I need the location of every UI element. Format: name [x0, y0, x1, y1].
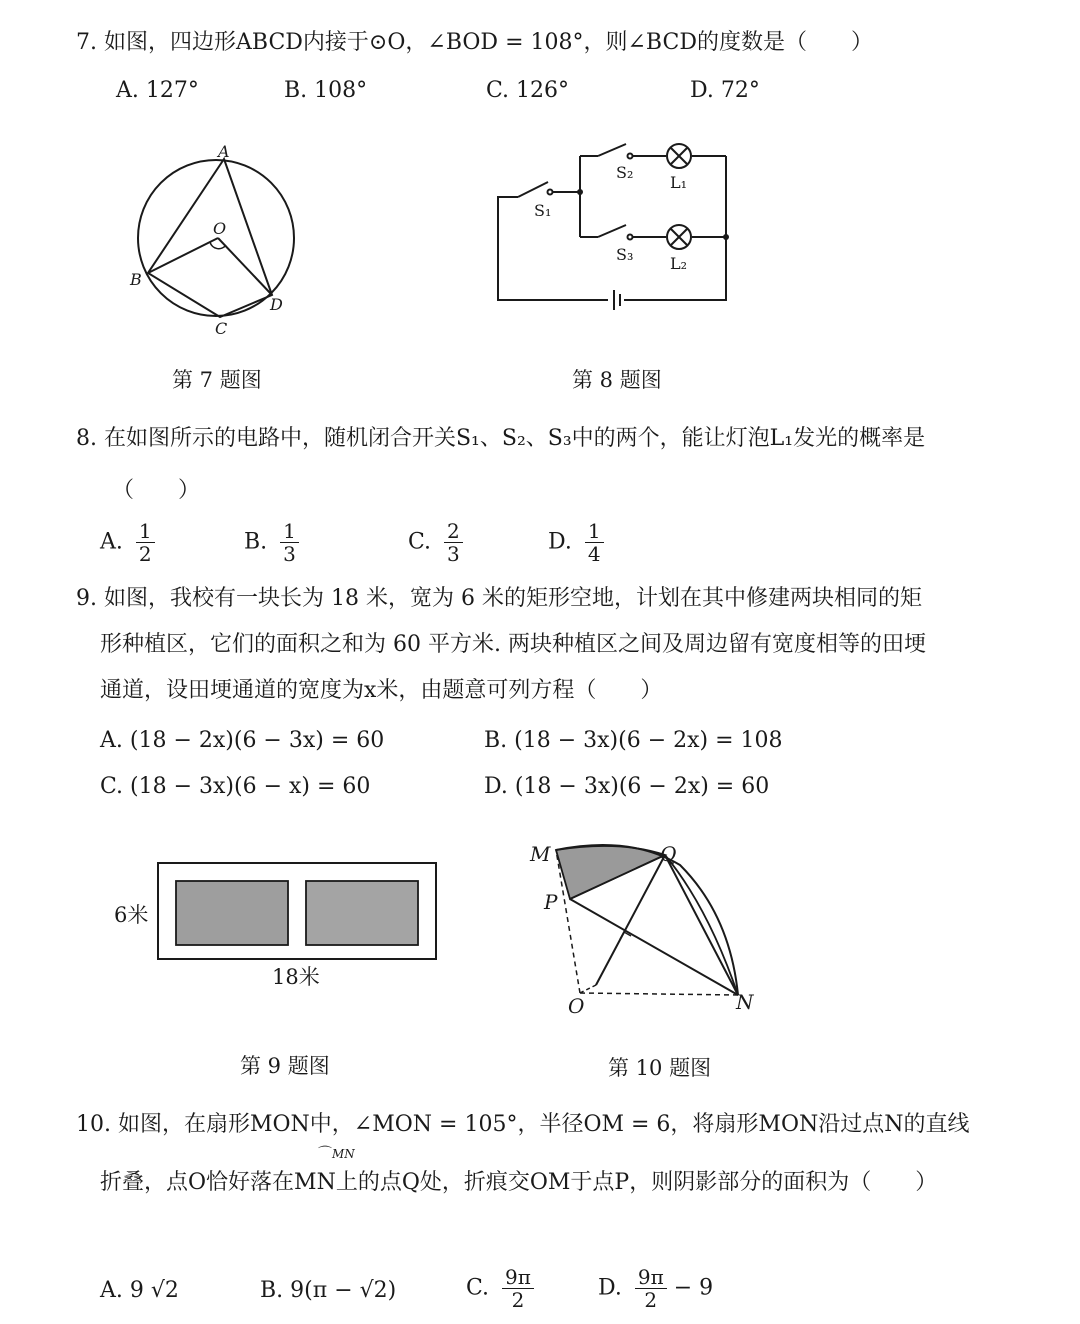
q10-option-d-fraction — [635, 1266, 667, 1311]
q8-option-b-fraction — [280, 520, 299, 565]
q10-option-b-letter: B. — [260, 1278, 284, 1303]
q10-option-c-num: 9π — [502, 1266, 534, 1289]
q8-switch-s2 — [598, 144, 626, 156]
q8-option-a-fraction — [136, 520, 155, 565]
q9-line3: 通道，设田埂通道的宽度为x米，由题意可列方程（ ） — [100, 678, 663, 703]
q9-option-c: C. (18 − 3x)(6 − x) = 60 — [100, 774, 371, 799]
q8-option-d-fraction — [585, 520, 604, 565]
q9-figure — [108, 858, 448, 998]
q8-blank: （ ） — [112, 478, 201, 503]
q8-label-l1: L₁ — [670, 173, 688, 192]
q10-label-p: P — [544, 890, 558, 914]
q8-label-s3: S₃ — [616, 245, 634, 264]
q9-option-b: B. (18 − 3x)(6 − 2x) = 108 — [484, 728, 783, 753]
q8-label-s1: S₁ — [534, 201, 552, 220]
q10-option-a — [100, 1276, 179, 1306]
q8-option-c-letter: C. — [408, 529, 432, 555]
q8-option-a-num: 1 — [136, 520, 155, 543]
q8-label-s2: S₂ — [616, 163, 634, 182]
q10-option-d-tail: − 9 — [673, 1275, 714, 1301]
q8-option-b-num: 1 — [280, 520, 299, 543]
q9-option-d: D. (18 − 3x)(6 − 2x) = 60 — [484, 774, 770, 799]
q8-stem: 8. 在如图所示的电路中，随机闭合开关S₁、S₂、S₃中的两个，能让灯泡L₁发光的概率是 — [76, 426, 926, 451]
q10-option-c-fraction — [502, 1266, 534, 1311]
q10-option-d-letter: D. — [598, 1275, 622, 1301]
q9-line1: 9. 如图，我校有一块长为 18 米，宽为 6 米的矩形空地，计划在其中修建两块相同的矩 — [76, 586, 922, 611]
q8-figure — [490, 140, 740, 315]
q7-quadrilateral — [148, 159, 272, 317]
q8-option-a-den: 2 — [138, 542, 152, 566]
q8-option-d — [548, 520, 604, 565]
q8-switch-s3 — [598, 225, 626, 237]
q10-shaded-region — [556, 846, 665, 899]
q7-option-c: C. 126° — [486, 78, 570, 103]
q8-option-c — [408, 520, 463, 565]
q8-option-d-den: 4 — [587, 542, 601, 566]
q7-label-c: C — [215, 319, 228, 338]
q9-caption: 第 9 题图 — [240, 1054, 330, 1078]
q8-option-d-letter: D. — [548, 529, 572, 555]
q10-option-a-letter: A. — [100, 1278, 123, 1303]
q8-switch-s2-contact — [628, 154, 633, 159]
q10-option-d-den: 2 — [644, 1288, 658, 1312]
q9-option-a: A. (18 − 2x)(6 − 3x) = 60 — [100, 728, 385, 753]
q8-junction-dot — [577, 189, 583, 195]
q10-label-m: M — [530, 842, 551, 866]
q10-line2: 折叠，点O恰好落在MN上的点Q处，折痕交OM于点P，则阴影部分的面积为（ ） — [100, 1170, 938, 1195]
q7-option-b: B. 108° — [284, 78, 368, 103]
q10-option-a-text: 9 √2 — [129, 1278, 179, 1303]
q9-plot-right — [306, 881, 418, 945]
q10-segment-on — [580, 993, 738, 995]
q9-width-label: 6米 — [114, 903, 149, 927]
q8-switch-s1 — [518, 182, 548, 197]
q10-caption: 第 10 题图 — [608, 1056, 712, 1080]
q10-label-o: O — [568, 994, 585, 1018]
q7-caption: 第 7 题图 — [172, 368, 262, 392]
q10-dashed-oq — [580, 985, 596, 993]
q9-line2: 形种植区，它们的面积之和为 60 平方米. 两块种植区之间及周边留有宽度相等的田埂 — [100, 632, 926, 657]
q10-option-b — [260, 1276, 396, 1306]
q7-label-d: D — [270, 295, 283, 314]
q8-label-l2: L₂ — [670, 254, 688, 273]
q10-option-d — [598, 1266, 713, 1311]
q9-length-label: 18米 — [272, 965, 320, 989]
q7-stem: 7. 如图，四边形ABCD内接于⊙O，∠BOD = 108°，则∠BCD的度数是（ ） — [76, 30, 873, 55]
q7-segment-od — [218, 238, 272, 295]
q10-label-n: N — [736, 990, 754, 1014]
q8-wire-left — [498, 197, 608, 300]
q10-line1: 10. 如图，在扇形MON中，∠MON = 105°，半径OM = 6，将扇形MON沿过点N的直线 — [76, 1112, 970, 1137]
q8-switch-s1-contact — [548, 190, 553, 195]
q7-label-b: B — [130, 270, 142, 289]
q7-figure — [120, 135, 320, 350]
q10-option-c-letter: C. — [466, 1275, 490, 1301]
q10-option-b-text: 9(π − √2) — [290, 1278, 397, 1303]
q8-option-a — [100, 520, 155, 565]
q7-option-d: D. 72° — [690, 78, 760, 103]
q8-option-b-letter: B. — [244, 529, 268, 555]
q8-option-a-letter: A. — [100, 529, 123, 555]
q8-option-d-num: 1 — [585, 520, 604, 543]
q10-label-q: Q — [660, 842, 677, 866]
q10-figure — [520, 835, 770, 1020]
q8-option-b — [244, 520, 299, 565]
q10-option-d-num: 9π — [635, 1266, 667, 1289]
q7-option-a: A. 127° — [116, 78, 199, 103]
q8-option-c-den: 3 — [447, 542, 460, 566]
q10-arc-label — [318, 1146, 355, 1162]
q8-caption: 第 8 题图 — [572, 368, 662, 392]
q10-arc-label-text: MN — [332, 1147, 355, 1161]
q8-option-c-fraction — [444, 520, 463, 565]
q8-junction-dot-right — [723, 234, 729, 240]
q10-arc-symbol: ⌒ — [318, 1146, 332, 1162]
q8-option-b-den: 3 — [283, 542, 296, 566]
q9-plot-left — [176, 881, 288, 945]
q7-label-a: A — [218, 142, 230, 161]
q7-label-o: O — [213, 219, 227, 238]
q10-option-c — [466, 1266, 534, 1311]
q8-switch-s3-contact — [628, 235, 633, 240]
q10-option-c-den: 2 — [511, 1288, 525, 1312]
q8-option-c-num: 2 — [444, 520, 463, 543]
